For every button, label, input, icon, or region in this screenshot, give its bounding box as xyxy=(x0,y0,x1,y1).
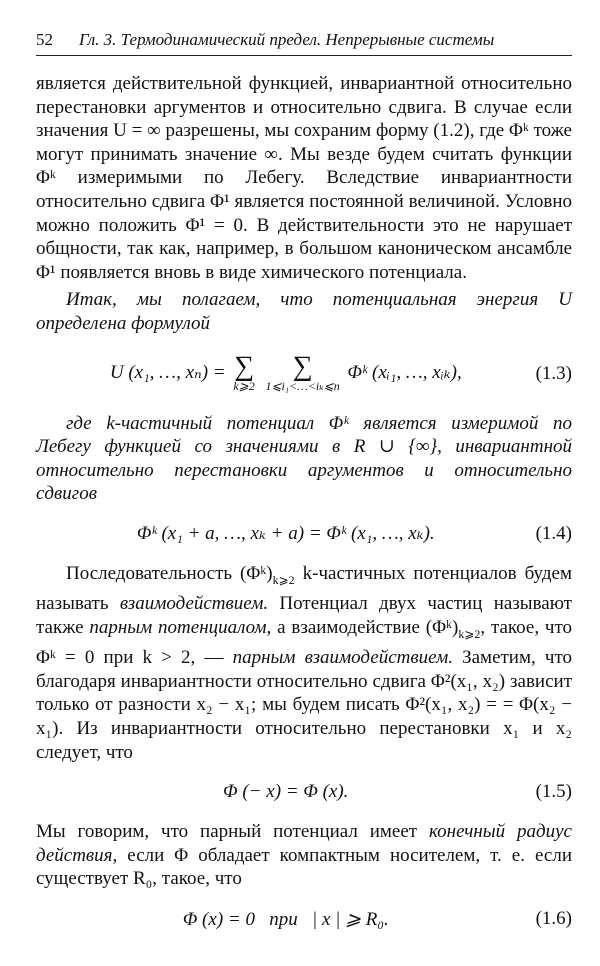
eq14-label: (1.4) xyxy=(535,522,572,544)
eq13-lhs: U (x₁, …, xₙ) = xyxy=(109,361,226,383)
paragraph-2: Итак, мы полагаем, что потенциальная энергия U определена формулой xyxy=(36,289,572,334)
eq13-label: (1.3) xyxy=(535,362,572,384)
equation-1-4: Φᵏ (x₁ + a, …, xₖ + a) = Φᵏ (x₁, …, xₖ). (1.4) xyxy=(136,522,572,545)
equation-1-5: Φ (− x) = Φ (x). (1.5) xyxy=(223,781,572,803)
paragraph-1: является действительной функцией, инвариантной относительно перестановки аргументов и относительно сдвига. В случае если значения U = ∞ разрешены, мы сохраним форму (1.2), где Φᵏ тоже могут принимать значение ∞. Мы везде будем считать функции Φᵏ измеримыми по Лебегу. Вследствие инвариантности относительно сдвига Φ¹ является постоянной величиной. Условно можно положить Φ¹ = 0. В действительности это не нарушает общности, так как, например, в большом каноническом ансамбле Φ¹ появляется вновь в виде химического потенциала. xyxy=(36,73,572,283)
paragraph-4: Последовательность $(\Phi ᵏ)_{k⩾2}$ k-частичных потенциалов будем называть взаимодействием. Потенциал двух частиц называют также парным потенциалом, а взаимодействие $(\Phi ᵏ)_{k⩾2}$, такое, что Φᵏ = 0 при k > 2, — парным взаимодействием. Заметим, что благодаря инвариантности относительно сдвига Φ²(x₁, x₂) зависит только от разности x₂ − x₁; мы будем писать Φ²(x₁, x₂) = = Φ(x₂ − x₁). Из инвариантности относительно перестановки x₁ и x₂ следует, что xyxy=(36,562,573,763)
paragraph-3: где k-частичный потенциал Φᵏ является измеримой по Лебегу функцией со значениями в R ∪ {∞}, инвариантной относительно перестановки аргументов и относительно сдвигов xyxy=(36,412,572,505)
eq13-rhs: Φᵏ (xᵢ₁, …, xᵢₖ), xyxy=(347,361,462,383)
equation-1-3 xyxy=(36,342,572,406)
page-number: 52 xyxy=(36,30,53,49)
eq15-label: (1.5) xyxy=(535,781,572,803)
equation-1-6: Φ (x) = 0 при | x | ⩾ R₀. (1.6) xyxy=(182,908,572,930)
sum-symbol-outer: ∑ k⩾2 xyxy=(233,351,255,394)
paragraph-5: Мы говорим, что парный потенциал имеет конечный радиус действия, если Φ обладает компактным носителем, т. е. если существует R₀, такое, что xyxy=(36,821,572,890)
eq16-label: (1.6) xyxy=(535,908,572,930)
running-title: Гл. 3. Термодинамический предел. Непрерывные системы xyxy=(79,30,495,49)
sum-symbol-inner: ∑ 1⩽i₁<…<iₖ⩽n xyxy=(265,351,340,394)
page-header xyxy=(36,30,572,56)
